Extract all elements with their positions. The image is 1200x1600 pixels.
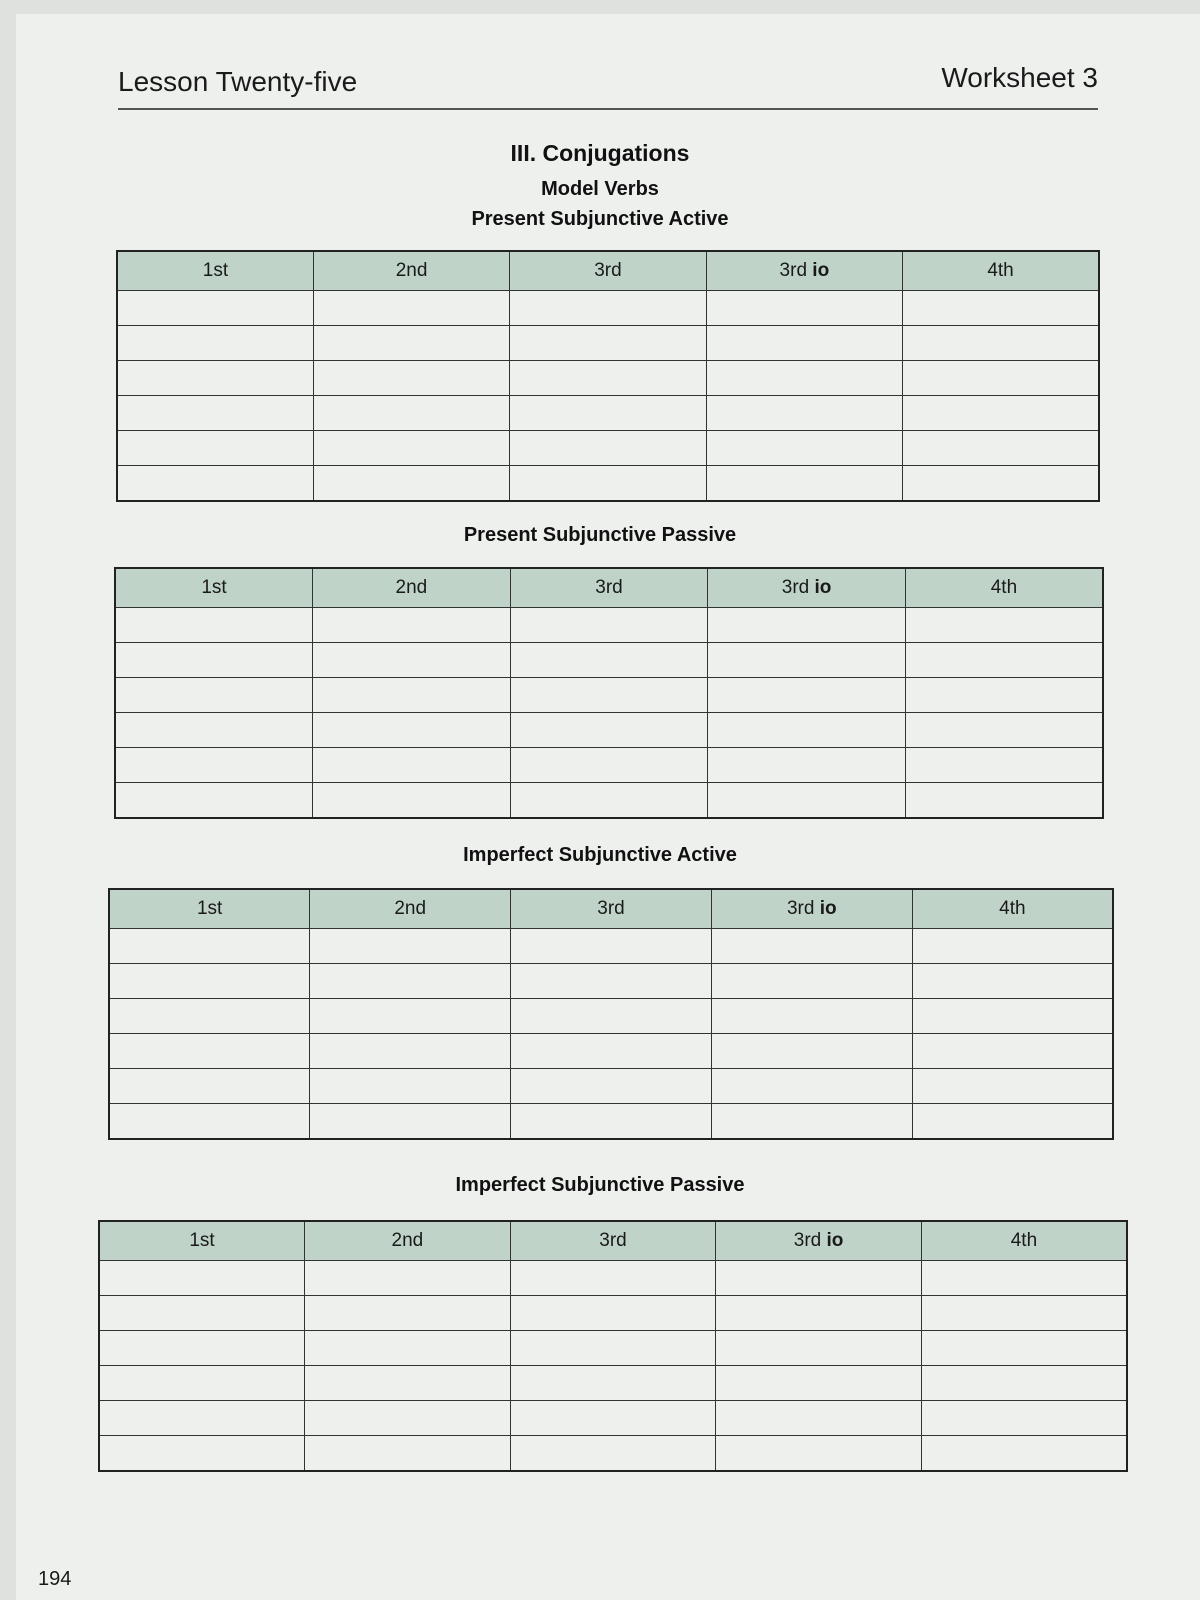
answer-cell[interactable] xyxy=(716,1261,922,1296)
answer-cell[interactable] xyxy=(511,999,712,1034)
column-header: 2nd xyxy=(313,251,509,291)
lesson-title: Lesson Twenty-five xyxy=(118,66,358,97)
worksheet-label: Worksheet 3 xyxy=(941,62,1098,93)
column-header: 4th xyxy=(921,1221,1127,1261)
answer-cell[interactable] xyxy=(310,1069,511,1104)
answer-cell[interactable] xyxy=(511,1104,712,1140)
answer-cell[interactable] xyxy=(716,1366,922,1401)
answer-cell[interactable] xyxy=(511,1069,712,1104)
table-row xyxy=(99,1261,1127,1296)
answer-cell[interactable] xyxy=(313,783,511,819)
answer-cell[interactable] xyxy=(711,999,912,1034)
column-header: 1st xyxy=(99,1221,305,1261)
answer-cell[interactable] xyxy=(511,964,712,999)
answer-cell[interactable] xyxy=(117,291,313,326)
conjugation-table xyxy=(98,1220,1128,1472)
answer-cell[interactable] xyxy=(99,1401,305,1436)
answer-cell[interactable] xyxy=(115,608,313,643)
answer-cell[interactable] xyxy=(903,361,1099,396)
table-row xyxy=(117,396,1099,431)
table-row xyxy=(99,1331,1127,1366)
column-header: 2nd xyxy=(305,1221,511,1261)
table-title: Imperfect Subjunctive Active xyxy=(463,844,737,866)
answer-cell[interactable] xyxy=(921,1401,1127,1436)
answer-cell[interactable] xyxy=(706,466,902,502)
answer-cell[interactable] xyxy=(99,1366,305,1401)
answer-cell[interactable] xyxy=(313,466,509,502)
answer-cell[interactable] xyxy=(313,326,509,361)
answer-cell[interactable] xyxy=(706,291,902,326)
answer-cell[interactable] xyxy=(510,291,706,326)
answer-cell[interactable] xyxy=(905,608,1103,643)
answer-cell[interactable] xyxy=(511,1034,712,1069)
answer-cell[interactable] xyxy=(109,964,310,999)
answer-cell[interactable] xyxy=(109,1104,310,1140)
answer-cell[interactable] xyxy=(510,1401,716,1436)
table-row xyxy=(109,929,1113,964)
table-row xyxy=(109,1034,1113,1069)
answer-cell[interactable] xyxy=(912,964,1113,999)
table-title: Present Subjunctive Passive xyxy=(463,524,737,546)
answer-cell[interactable] xyxy=(905,643,1103,678)
answer-cell[interactable] xyxy=(921,1296,1127,1331)
page-number: 194 xyxy=(38,1568,72,1590)
answer-cell[interactable] xyxy=(716,1331,922,1366)
answer-cell[interactable] xyxy=(912,999,1113,1034)
answer-cell[interactable] xyxy=(313,678,511,713)
answer-cell[interactable] xyxy=(313,608,511,643)
table-row xyxy=(117,326,1099,361)
answer-cell[interactable] xyxy=(510,326,706,361)
column-header: 1st xyxy=(117,251,313,291)
table-row xyxy=(115,608,1103,643)
column-header: 3rd xyxy=(510,1221,716,1261)
answer-cell[interactable] xyxy=(708,783,906,819)
table-row xyxy=(115,713,1103,748)
answer-cell[interactable] xyxy=(117,431,313,466)
answer-cell[interactable] xyxy=(711,929,912,964)
table-row xyxy=(117,361,1099,396)
answer-cell[interactable] xyxy=(706,396,902,431)
column-header: 1st xyxy=(115,568,313,608)
column-header: 2nd xyxy=(313,568,511,608)
table-header-row xyxy=(109,889,1113,929)
table-row xyxy=(99,1296,1127,1331)
table-row xyxy=(109,1104,1113,1140)
answer-cell[interactable] xyxy=(511,929,712,964)
answer-cell[interactable] xyxy=(510,608,708,643)
section-title: III. Conjugations xyxy=(510,140,690,166)
answer-cell[interactable] xyxy=(510,396,706,431)
table-title: Present Subjunctive Active xyxy=(471,208,729,230)
column-header: 3rd io xyxy=(708,568,906,608)
answer-cell[interactable] xyxy=(510,678,708,713)
answer-cell[interactable] xyxy=(117,466,313,502)
column-header: 3rd xyxy=(511,889,712,929)
table-row xyxy=(109,999,1113,1034)
conjugation-table xyxy=(114,567,1104,819)
table-row xyxy=(117,431,1099,466)
table-row xyxy=(109,964,1113,999)
column-header: 3rd io xyxy=(711,889,912,929)
column-header: 1st xyxy=(109,889,310,929)
answer-cell[interactable] xyxy=(706,361,902,396)
answer-cell[interactable] xyxy=(510,1436,716,1472)
table-row xyxy=(99,1366,1127,1401)
table-row xyxy=(117,466,1099,502)
answer-cell[interactable] xyxy=(716,1436,922,1472)
table-row xyxy=(115,643,1103,678)
table-row xyxy=(109,1069,1113,1104)
table-header-row xyxy=(115,568,1103,608)
answer-cell[interactable] xyxy=(912,929,1113,964)
table-row xyxy=(99,1401,1127,1436)
answer-cell[interactable] xyxy=(99,1296,305,1331)
answer-cell[interactable] xyxy=(708,748,906,783)
conjugation-table xyxy=(108,888,1114,1140)
answer-cell[interactable] xyxy=(905,783,1103,819)
answer-cell[interactable] xyxy=(313,713,511,748)
answer-cell[interactable] xyxy=(305,1261,511,1296)
answer-cell[interactable] xyxy=(310,929,511,964)
answer-cell[interactable] xyxy=(305,1366,511,1401)
column-header: 4th xyxy=(905,568,1103,608)
answer-cell[interactable] xyxy=(510,431,706,466)
column-header: 3rd io xyxy=(716,1221,922,1261)
table-row xyxy=(115,748,1103,783)
answer-cell[interactable] xyxy=(905,748,1103,783)
column-header: 3rd io xyxy=(706,251,902,291)
column-header: 2nd xyxy=(310,889,511,929)
answer-cell[interactable] xyxy=(708,608,906,643)
answer-cell[interactable] xyxy=(313,361,509,396)
answer-cell[interactable] xyxy=(711,964,912,999)
answer-cell[interactable] xyxy=(921,1261,1127,1296)
answer-cell[interactable] xyxy=(117,396,313,431)
table-row xyxy=(117,291,1099,326)
answer-cell[interactable] xyxy=(903,466,1099,502)
answer-cell[interactable] xyxy=(310,1104,511,1140)
answer-cell[interactable] xyxy=(706,326,902,361)
table-row xyxy=(115,678,1103,713)
answer-cell[interactable] xyxy=(905,713,1103,748)
answer-cell[interactable] xyxy=(510,1366,716,1401)
answer-cell[interactable] xyxy=(510,713,708,748)
answer-cell[interactable] xyxy=(310,964,511,999)
answer-cell[interactable] xyxy=(510,1331,716,1366)
answer-cell[interactable] xyxy=(115,783,313,819)
answer-cell[interactable] xyxy=(912,1104,1113,1140)
answer-cell[interactable] xyxy=(921,1366,1127,1401)
answer-cell[interactable] xyxy=(921,1436,1127,1472)
answer-cell[interactable] xyxy=(510,643,708,678)
answer-cell[interactable] xyxy=(313,396,509,431)
table-row xyxy=(99,1436,1127,1472)
answer-cell[interactable] xyxy=(109,929,310,964)
answer-cell[interactable] xyxy=(903,431,1099,466)
answer-cell[interactable] xyxy=(313,643,511,678)
answer-cell[interactable] xyxy=(510,1261,716,1296)
answer-cell[interactable] xyxy=(510,1296,716,1331)
answer-cell[interactable] xyxy=(510,783,708,819)
answer-cell[interactable] xyxy=(305,1401,511,1436)
answer-cell[interactable] xyxy=(99,1331,305,1366)
answer-cell[interactable] xyxy=(115,678,313,713)
answer-cell[interactable] xyxy=(115,713,313,748)
answer-cell[interactable] xyxy=(912,1034,1113,1069)
answer-cell[interactable] xyxy=(716,1296,922,1331)
answer-cell[interactable] xyxy=(903,291,1099,326)
answer-cell[interactable] xyxy=(310,1034,511,1069)
answer-cell[interactable] xyxy=(708,643,906,678)
answer-cell[interactable] xyxy=(313,431,509,466)
page-header xyxy=(118,60,1098,110)
table-row xyxy=(115,783,1103,819)
answer-cell[interactable] xyxy=(99,1261,305,1296)
column-header: 3rd xyxy=(510,568,708,608)
column-header: 4th xyxy=(912,889,1113,929)
answer-cell[interactable] xyxy=(510,748,708,783)
answer-cell[interactable] xyxy=(313,748,511,783)
answer-cell[interactable] xyxy=(99,1436,305,1472)
answer-cell[interactable] xyxy=(117,361,313,396)
answer-cell[interactable] xyxy=(305,1296,511,1331)
answer-cell[interactable] xyxy=(708,713,906,748)
column-header: 3rd xyxy=(510,251,706,291)
answer-cell[interactable] xyxy=(109,1034,310,1069)
answer-cell[interactable] xyxy=(716,1401,922,1436)
answer-cell[interactable] xyxy=(708,678,906,713)
answer-cell[interactable] xyxy=(905,678,1103,713)
answer-cell[interactable] xyxy=(305,1436,511,1472)
answer-cell[interactable] xyxy=(305,1331,511,1366)
answer-cell[interactable] xyxy=(510,466,706,502)
table-header-row xyxy=(117,251,1099,291)
answer-cell[interactable] xyxy=(310,999,511,1034)
answer-cell[interactable] xyxy=(711,1034,912,1069)
answer-cell[interactable] xyxy=(921,1331,1127,1366)
table-header-row xyxy=(99,1221,1127,1261)
answer-cell[interactable] xyxy=(313,291,509,326)
answer-cell[interactable] xyxy=(903,396,1099,431)
answer-cell[interactable] xyxy=(711,1069,912,1104)
section-subtitle: Model Verbs xyxy=(541,178,659,200)
answer-cell[interactable] xyxy=(706,431,902,466)
answer-cell[interactable] xyxy=(912,1069,1113,1104)
answer-cell[interactable] xyxy=(115,748,313,783)
answer-cell[interactable] xyxy=(109,1069,310,1104)
column-header: 4th xyxy=(903,251,1099,291)
answer-cell[interactable] xyxy=(115,643,313,678)
table-title: Imperfect Subjunctive Passive xyxy=(455,1174,745,1196)
answer-cell[interactable] xyxy=(109,999,310,1034)
answer-cell[interactable] xyxy=(117,326,313,361)
conjugation-table xyxy=(116,250,1100,502)
answer-cell[interactable] xyxy=(711,1104,912,1140)
answer-cell[interactable] xyxy=(903,326,1099,361)
answer-cell[interactable] xyxy=(510,361,706,396)
